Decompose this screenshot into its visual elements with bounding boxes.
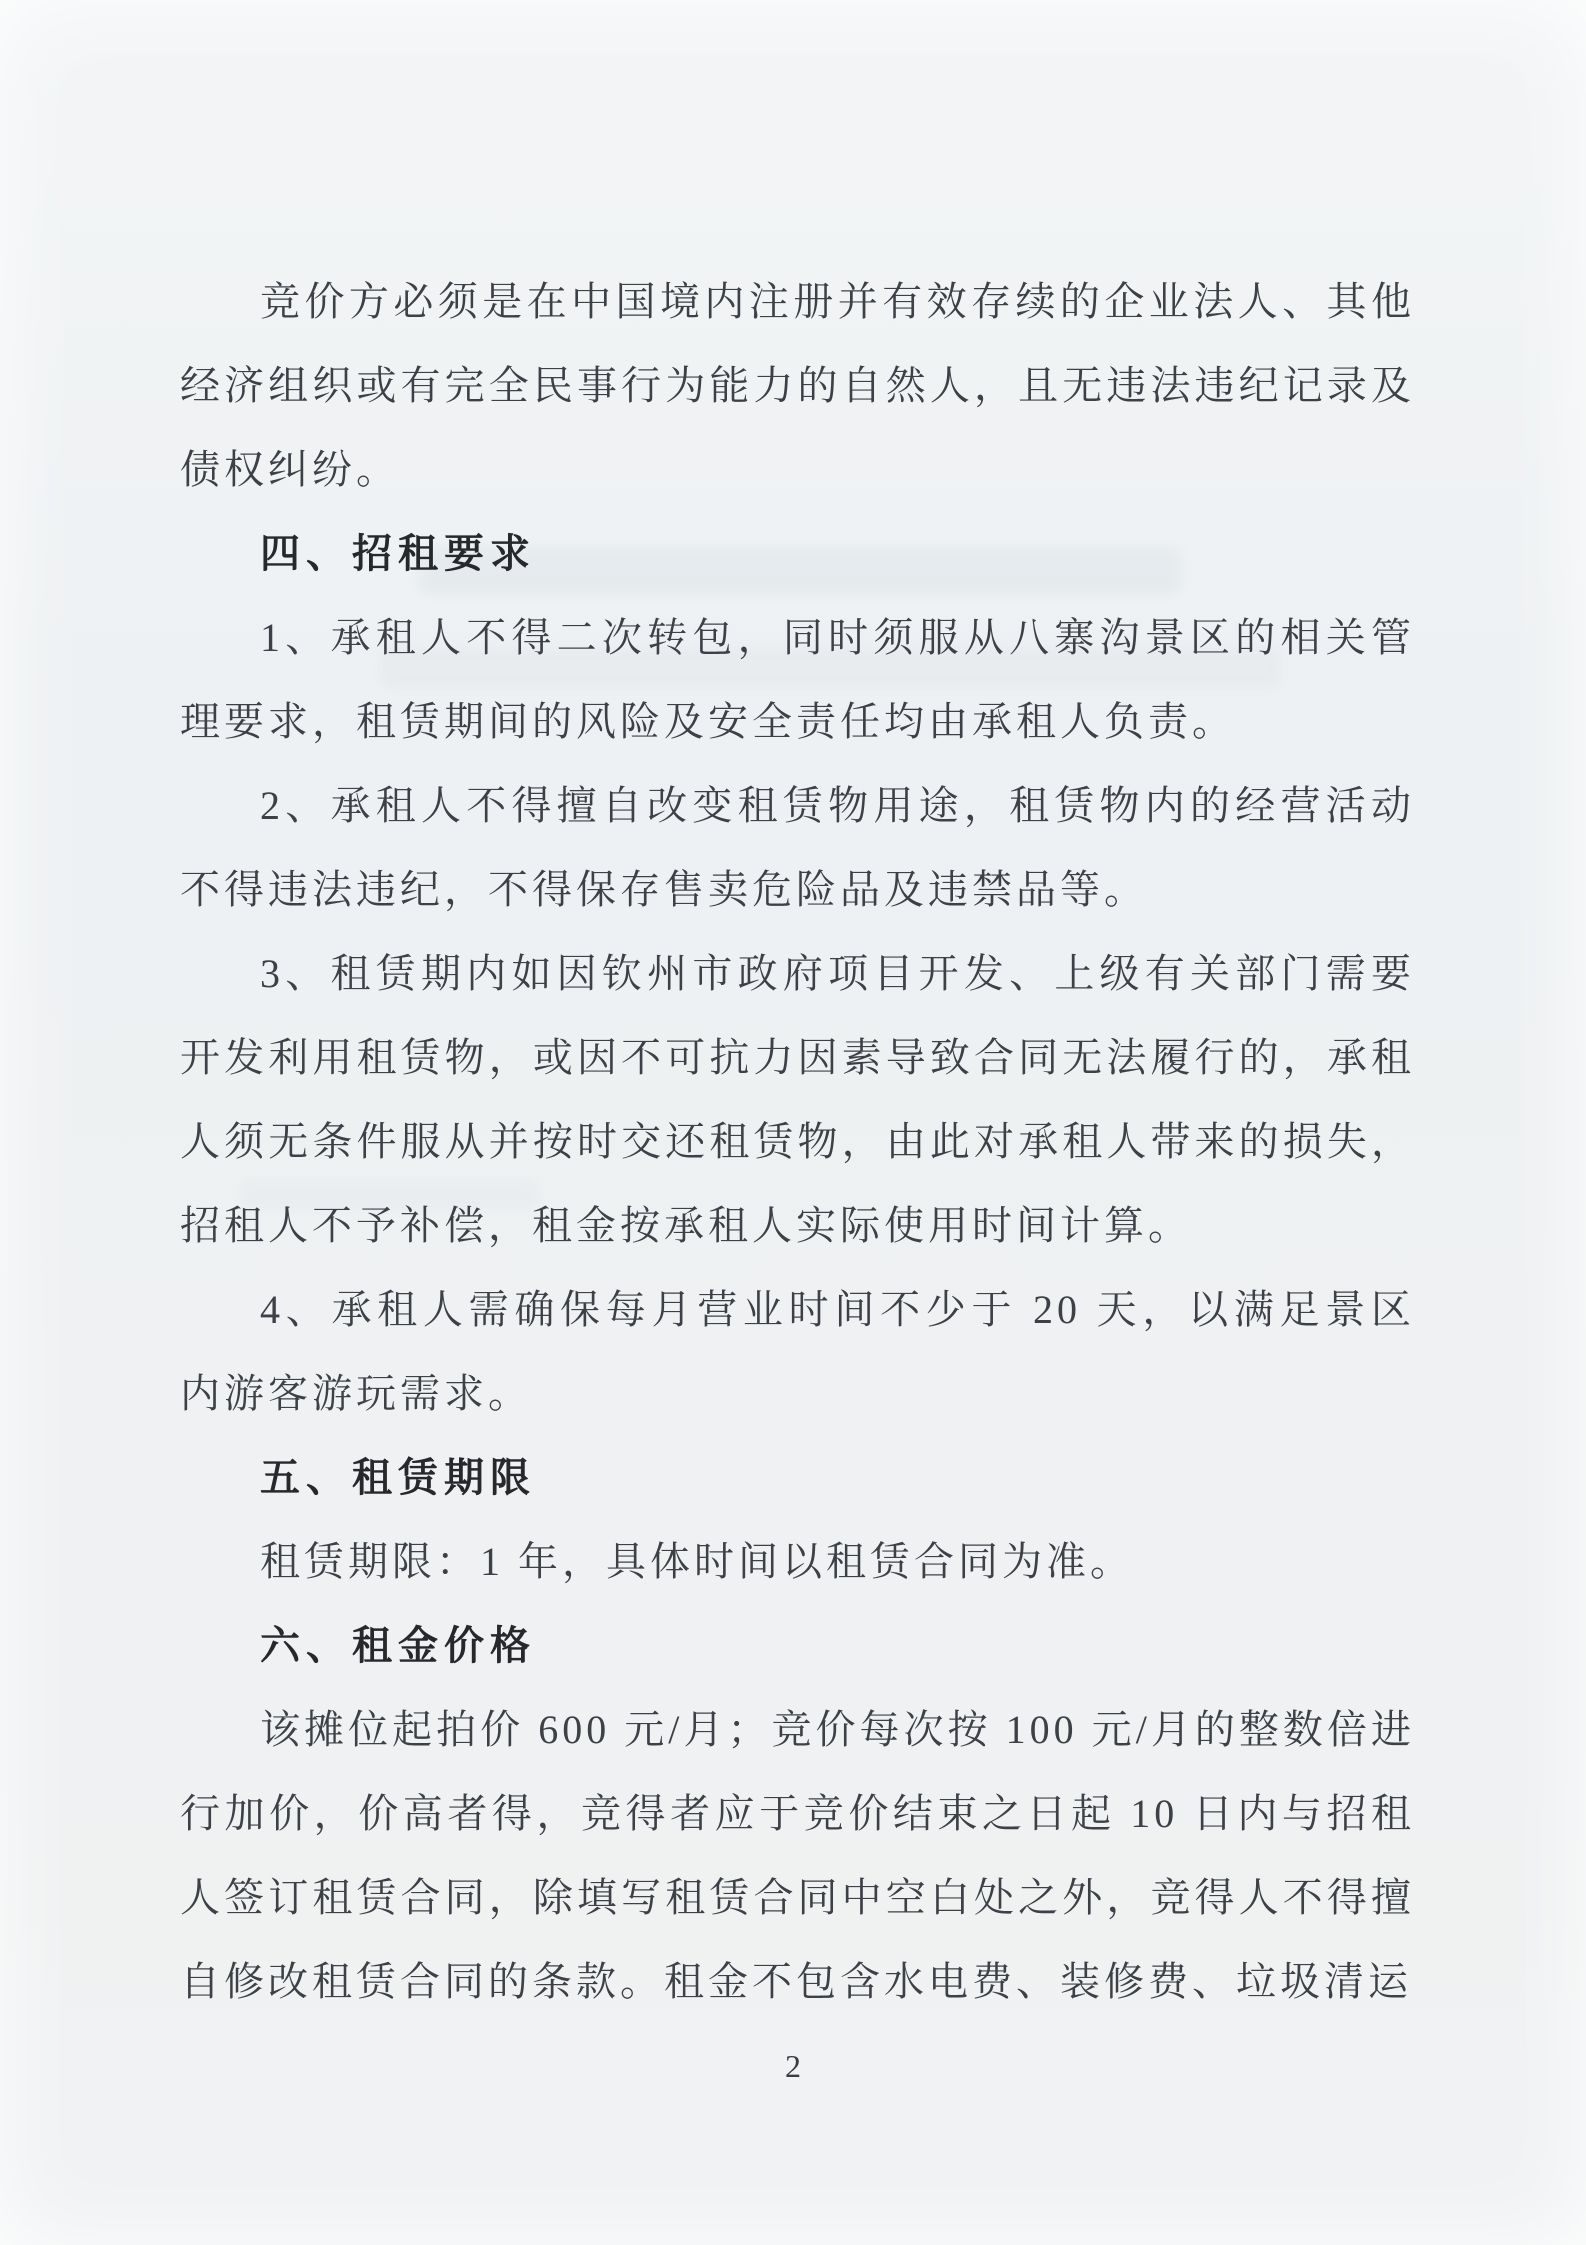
document-body: [180, 260, 1415, 2024]
paragraph-rent-price: 该摊位起拍价 600 元/月；竞价每次按 100 元/月的整数倍进行加价，价高者得，竞得者应于竞价结束之日起 10 日内与招租人签订租赁合同，除填写租赁合同中空白处之外，竞得人不得擅自修改租赁合同的条款。租金不包含水电费、装修费、垃圾清运: [180, 1707, 1415, 2004]
paragraph-bidder-eligibility: 竞价方必须是在中国境内注册并有效存续的企业法人、其他经济组织或有完全民事行为能力的自然人，且无违法违纪记录及债权纠纷。: [180, 279, 1415, 492]
section-heading-rent-price: 六、租金价格: [260, 1624, 536, 1668]
page-number: 2: [785, 2048, 801, 2084]
paragraph-lease-term: 租赁期限：1 年，具体时间以租赁合同为准。: [260, 1539, 1134, 1584]
paragraph-requirement-4-business-days: 4、承租人需确保每月营业时间不少于 20 天，以满足景区内游客游玩需求。: [180, 1287, 1415, 1416]
paragraph-requirement-1-no-subletting: 1、承租人不得二次转包，同时须服从八寨沟景区的相关管理要求，租赁期间的风险及安全责任均由承租人负责。: [180, 615, 1415, 744]
section-heading-rental-requirements: 四、招租要求: [260, 532, 536, 576]
section-heading-lease-term: 五、租赁期限: [260, 1456, 536, 1500]
paragraph-requirement-3-government-development: 3、租赁期内如因钦州市政府项目开发、上级有关部门需要开发利用租赁物，或因不可抗力因素导致合同无法履行的，承租人须无条件服从并按时交还租赁物，由此对承租人带来的损失，招租人不予补偿，租金按承租人实际使用时间计算。: [180, 951, 1415, 1248]
paragraph-requirement-2-no-usage-change: 2、承租人不得擅自改变租赁物用途，租赁物内的经营活动不得违法违纪，不得保存售卖危险品及违禁品等。: [180, 783, 1415, 912]
